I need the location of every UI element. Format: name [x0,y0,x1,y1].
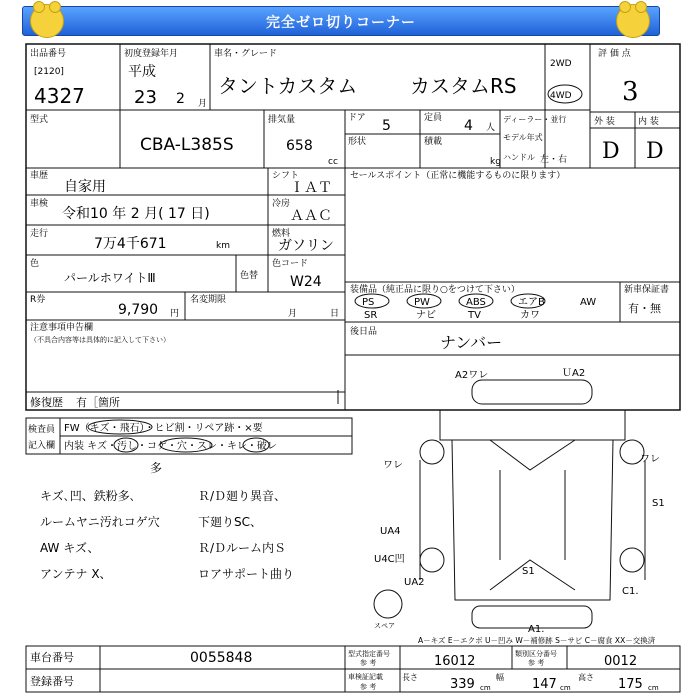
model-value: CBA-L385S [140,135,234,155]
model-label: 型式 [30,115,49,125]
notes-label: 注意事項申告欄 [30,323,94,333]
handwritten-note: キズ､凹、鉄粉多､ [40,489,136,503]
reg-deadline-day: 日 [330,309,340,319]
exterior-value: D [602,139,620,164]
height-unit: cm [648,684,659,692]
color-label: 色 [30,259,40,269]
shape-label: 形状 [348,137,367,147]
damage-mark: ワレ [383,460,403,471]
handwritten-right-notes [198,488,294,581]
car-diagram [374,380,645,628]
damage-legend: A－キズ E－エクボ U－凹み W－補修跡 S－サビ C－腐食 XX－交換済 [418,636,656,645]
color-value: パールホワイトⅢ [64,271,156,285]
fuel-value: ガソリン [278,238,334,254]
mileage-unit: km [216,241,230,251]
handwritten-note: Ｒ/Ｄ廻り異音、 [198,489,287,503]
width-unit: cm [560,684,571,692]
damage-mark: ワレ [640,454,660,465]
equipment-item: SR [364,310,378,321]
car-name: タントカスタム [218,74,358,98]
usage-value: 自家用 [64,179,106,195]
damage-mark: U4C凹 [374,554,405,565]
lot-label: 出品番号 [30,49,67,59]
handwritten-note: Ｒ/Ｄルーム内Ｓ [198,541,287,555]
fuel-label: 燃料 [272,229,291,239]
damage-mark: S1 [652,498,665,509]
hand-top: 多 [150,461,163,475]
registration-label: 登録番号 [30,675,74,688]
notes-sublabel: （不具合内容等は具体的に記入して下さい） [30,336,170,344]
handwritten-note: 下廻りSC、 [198,515,262,529]
check-row-1: FW（キズ・飛石）・ヒビ割・リペア跡・×要 [64,423,263,434]
damage-mark: UA4 [380,526,401,537]
sales-point-label: セールスポイント（正常に機能するものに限ります） [350,171,566,181]
doors-value: 5 [382,118,391,134]
grade-score-label: 評 価 点 [598,49,631,59]
height-label: 高さ [578,673,594,682]
recycle-value: 9,790 [118,302,159,318]
capacity-label: 定員 [424,113,443,123]
usage-label: 車歴 [30,171,49,181]
damage-mark: A1. [528,624,545,635]
damage-mark: C1. [622,586,639,597]
first-reg-era: 平成 [128,64,156,80]
exterior-label: 外 装 [594,117,615,127]
first-reg-month: 2 [176,91,185,107]
handle-label: ハンドル [503,153,535,162]
type-designation-label: 型式指定番号 [348,650,390,658]
color-code-label: 色コード [272,259,309,269]
shift-value: ＩＡＴ [290,180,332,196]
recycle-label: R券 [30,295,46,305]
handle-value: 左・右 [540,155,568,165]
chassis-label: 車台番号 [30,651,74,664]
reg-deadline-label: 名変期限 [190,295,227,305]
interior-label: 内 装 [638,117,659,127]
header-title: 完全ゼロ切りコーナー [266,15,416,31]
car-label: 車名・グレード [214,49,278,59]
first-reg-label: 初度登録年月 [124,49,179,59]
handwritten-note: ルームヤニ汚れコゲ穴 [40,515,160,529]
capacity-value: 4 [464,118,473,134]
check-label-2: 記入欄 [28,441,56,451]
first-reg-month-unit: 月 [198,99,208,109]
back-seat-label: 後日品 [350,327,378,337]
type-designation-value: 16012 [434,654,476,669]
equipment-label: 装備品（純正品に限り○をつけて下さい） [350,285,520,295]
displacement-value: 658 [286,138,313,154]
check-row-2: 内装 キズ・汚し・コゲ・穴・スレ・キレ・破レ [64,441,277,452]
equipment-item: AW [580,297,597,308]
loading-label: 積載 [424,137,443,147]
equipment-item: カワ [520,310,540,321]
width-value: 147 [532,677,557,692]
capacity-unit: 人 [486,123,496,133]
color-change-label: 色替 [240,271,259,281]
equipment-item: エアB [518,297,545,308]
equipment-item: TV [468,310,481,321]
type-designation-sub: 参 考 [360,659,377,667]
equipment-grid [355,294,596,321]
grade-score-value: 3 [622,77,639,107]
equipment-item: PS [362,297,375,308]
length-unit: cm [480,684,491,692]
inspection-label: 車検 [30,199,49,209]
equipment-item: ナビ [416,310,436,321]
width-label: 幅 [496,673,504,682]
color-code: W24 [290,274,322,290]
mileage-value: 7万4千671 [94,236,167,252]
damage-mark: ＵA2 [562,368,586,379]
handwritten-note: AW キズ、 [40,541,100,555]
shift-label: シフト [272,171,300,181]
reg-deadline-month: 月 [288,309,298,319]
ac-label: 冷房 [272,199,291,209]
equipment-item: PW [414,297,430,308]
length-label: 長さ [402,673,418,682]
drive-2wd: 2WD [550,59,572,69]
damage-mark: UA2 [404,577,425,588]
warranty-label: 新車保証書 [624,285,670,295]
spare-label: スペア [374,622,395,630]
displacement-unit: cc [328,157,338,167]
handwritten-note: ロアサポート曲り [198,567,295,581]
damage-marks [374,368,665,635]
doors-label: ドア [348,113,366,123]
interior-value: D [646,139,664,164]
car-grade: カスタムRS [410,74,517,98]
model-year-label: モデル年式 [503,133,543,142]
damage-mark: A2ワレ [455,370,489,381]
displacement-label: 排気量 [268,115,296,125]
length-value: 339 [450,677,475,692]
lot-code: [2120] [34,67,64,77]
chassis-value: 0055848 [190,650,253,666]
check-label-1: 検査員 [28,425,56,435]
handwritten-left-notes [40,488,160,581]
dimensions-label-1: 車検証記載 [348,673,383,681]
dimensions-label-2: 参 考 [360,683,377,691]
equipment-item: ABS [466,297,486,308]
repair-value: 有［箇所 [76,396,120,409]
inspection-value: 令和10 年 2 月( 17 日) [62,206,210,222]
lot-number: 4327 [34,84,85,108]
back-seat-value: ナンバー [440,333,503,352]
class-number-label: 類別区分番号 [515,650,557,658]
ac-value: ＡＡＣ [290,208,332,224]
loading-unit: kg [490,157,501,167]
height-value: 175 [618,677,643,692]
recycle-unit: 円 [170,309,180,319]
drive-4wd: 4WD [550,91,572,101]
damage-mark: S1 [522,566,535,577]
class-number-value: 0012 [604,654,638,669]
class-number-sub: 参 考 [528,659,545,667]
repair-label: 修復歴 [30,396,63,409]
handwritten-note: アンテナ X、 [40,567,112,581]
first-reg-year: 23 [134,87,157,108]
mileage-label: 走行 [30,229,49,239]
warranty-value: 有・無 [628,302,661,315]
dealer-label: ディーラー・並行 [503,115,567,124]
